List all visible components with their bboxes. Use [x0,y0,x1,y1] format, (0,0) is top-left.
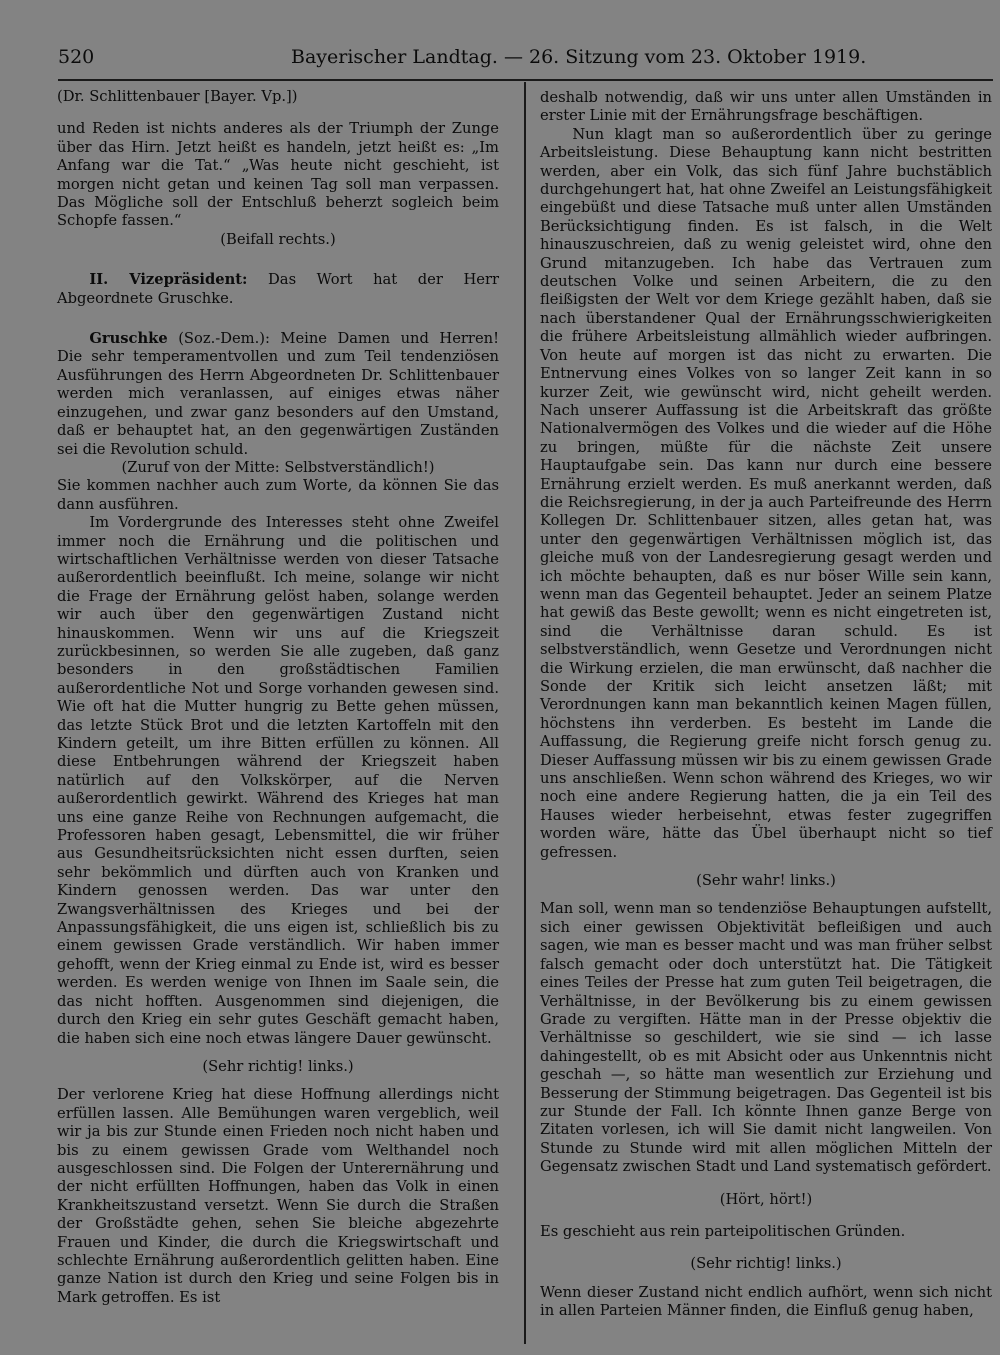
left-column [57,88,499,1307]
paragraph: Wenn dieser Zustand nicht endlich aufhört, wenn sich nicht in allen Parteien Männer finden, die Einfluß genug haben, [540,1283,992,1320]
interjection: (Sehr richtig! links.) [202,1057,354,1075]
speaker-name: II. Vizepräsident: [89,271,248,289]
speaker-name: Gruschke [89,330,168,348]
paragraph: Nun klagt man so außerordentlich über zu geringe Arbeitsleistung. Diese Behauptung kann nicht bestritten werden, aber ein Volk, das sich fünf Jahre buchstäblich durchgehungert hat, hat ohne Zweifel an Leistungsfähigkeit eingebüßt und diese Tatsache muß unter allen Umständen Berücksichtigung finden. Es ist falsch, in die Welt hinauszuschreien, daß zu wenig geleistet wird, ohne den Grund mitanzugeben. Ich habe das Vertrauen zum deutschen Volke und seinen Arbeitern, die zu den fleißigsten der Welt vor dem Kriege gezählt haben, daß sie nach überstandener Qual der Ernährungsschwierigkeiten die frühere Arbeitsleistung allmählich wieder aufbringen. Von heute auf morgen ist das nicht zu erwarten. Die Entnervung eines Volkes von so langer Zeit kann in so kurzer Zeit, wie gewünscht wird, nicht geheilt werden. Nach unserer Auffassung ist die Arbeitskraft das größte Nationalvermögen des Volkes und die wieder auf die Höhe zu bringen, müßte für die nächste Zeit unsere Hauptaufgabe sein. Das kann nur durch eine bessere Ernährung erzielt werden. Es muß anerkannt werden, daß die Reichsregierung, in der ja auch Parteifreunde des Herrn Kollegen Dr. Schlittenbauer sitzen, alles getan hat, was unter den gegenwärtigen Verhältnissen möglich ist, das gleiche muß von der Landesregierung gesagt werden und ich möchte behaupten, daß es nur böser Wille sein kann, wenn man das Gegenteil behauptet. Jeder an seinem Platze hat gewiß das Beste gewollt; wenn es nicht eingetreten ist, sind die Verhältnisse daran schuld. Es ist selbstverständlich, wenn Gesetze und Verordnungen nicht die Wirkung erzielen, die man erwünscht, daß nachher die Sonde der Kritik sich leicht ansetzen läßt; mit Verordnungen kann man bekanntlich keinen Magen füllen, höchstens ihn verderben. Es besteht im Lande die Auffassung, die Regierung greife nicht forsch genug zu. Dieser Auffassung müssen wir bis zu einem gewissen Grade uns anschließen. Wenn schon während des Krieges, wo wir noch eine andere Regierung hatten, die ja ein Teil des Hauses wieder herbeisehnt, etwas fester zugegriffen worden wäre, hätte das Übel überhaupt nicht so tief gefressen. [540,125,992,861]
paragraph: Sie kommen nachher auch zum Worte, da können Sie das dann ausführen. [57,477,499,513]
page-header [58,42,993,72]
paragraph: deshalb notwendig, daß wir uns unter allen Umständen in erster Linie mit der Ernährungsfrage beschäftigen. [540,89,992,125]
speaker-tag: (Dr. Schlittenbauer [Bayer. Vp.]) [57,88,298,105]
page-number: 520 [58,46,95,68]
paragraph: Im Vordergrunde des Interesses steht ohne Zweifel immer noch die Ernährung und die politischen und wirtschaftlichen Verhältnisse werden von dieser Tatsache außerordentlich beeinflußt. Ich meine, solange wir nicht die Frage der Ernährung gelöst haben, solange werden wir auch über den gegenwärtigen Zustand nicht hinauskommen. Wenn wir uns auf die Kriegszeit zurückbesinnen, so werden Sie alle zugeben, daß ganz besonders in den großstädtischen Familien außerordentliche Not und Sorge vorhanden gewesen sind. Wie oft hat die Mutter hungrig zu Bette gehen müssen, das letzte Stück Brot und die letzten Kartoffeln mit den Kindern geteilt, um ihre Bitten erfüllen zu können. All diese Entbehrungen während der Kriegszeit haben natürlich auf den Volkskörper, auf die Nerven außerordentlich gewirkt. Während des Krieges hat man uns eine ganze Reihe von Rechnungen aufgemacht, die Professoren haben gesagt, Lebensmittel, die wir früher aus Gesundheitsrücksichten nicht essen durften, seien sehr bekömmlich und dürften auch von Kranken und Kindern genossen werden. Das war unter den Zwangsverhältnissen des Krieges und bei der Anpassungsfähigkeit, die uns eigen ist, schließlich bis zu einem gewissen Grade verständlich. Wir haben immer gehofft, wenn der Krieg einmal zu Ende ist, wird es besser werden. Es werden wenige von Ihnen im Saale sein, die das nicht hofften. Ausgenommen sind diejenigen, die durch den Krieg ein sehr gutes Geschäft gemacht haben, die haben sich eine noch etwas längere Dauer gewünscht. [57,514,499,1047]
speaker-paragraph [57,271,499,308]
interjection: (Beifall rechts.) [220,230,336,248]
paragraph: Der verlorene Krieg hat diese Hoffnung allerdings nicht erfüllen lassen. Alle Bemühungen waren vergeblich, weil wir ja bis zur Stunde einen Frieden noch nicht haben und bis zu einem gewissen Grade vom Welthandel noch ausgeschlossen sind. Die Folgen der Unterernährung und der nicht erfüllten Hoffnungen, haben das Volk in einen Krankheitszustand versetzt. Wenn Sie durch die Straßen der Großstädte gehen, sehen Sie bleiche abgezehrte Frauen und Kinder, die durch die Kriegswirtschaft und schlechte Ernährung außerordentlich gelitten haben. Eine ganze Nation ist durch den Krieg und seine Folgen bis in Mark getroffen. Es ist [57,1086,499,1306]
column-divider [524,82,526,1344]
speech-text: (Soz.-Dem.): Meine Damen und Herren! Die sehr temperamentvollen und zum Teil tendenziösen Ausführungen des Herrn Abgeordneten Dr. Schlittenbauer werden mich veranlassen, auf einiges etwas näher einzugehen, und zwar ganz besonders auf den Umstand, daß er behauptet hat, an den gegenwärtigen Zuständen sei die Revolution schuld. [57,330,499,458]
interjection: (Hört, hört!) [719,1190,813,1208]
paragraph: Es geschieht aus rein parteipolitischen Gründen. [540,1222,906,1240]
interjection: (Zuruf von der Mitte: Selbstverständlich!) [121,458,435,476]
paragraph: und Reden ist nichts anderes als der Triumph der Zunge über das Hirn. Jetzt heißt es handeln, jetzt heißt es: „Im Anfang war die Tat.“ „Was heute nicht geschieht, ist morgen nicht getan und keinen Tag soll man verpassen. Das Mögliche soll der Entschluß beherzt sogleich beim Schopfe fassen.“ [57,120,499,230]
interjection: (Sehr wahr! links.) [696,872,836,890]
running-title: Bayerischer Landtag. — 26. Sitzung vom 23. Oktober 1919. [291,46,867,68]
header-rule [58,79,993,81]
speaker-paragraph [57,330,499,459]
speech-text: Das Wort hat der Herr Abgeordnete Gruschke. [57,271,499,307]
right-column [540,89,992,1321]
interjection: (Sehr richtig! links.) [690,1255,842,1273]
paragraph: Man soll, wenn man so tendenziöse Behauptungen aufstellt, sich einer gewissen Objektivität befleißigen und auch sagen, wie man es besser macht und was man früher selbst falsch gemacht oder doch unterstützt hat. Die Tätigkeit eines Teiles der Presse hat zum guten Teil beigetragen, die Verhältnisse, in der Bevölkerung bis zu einem gewissen Grade zu vergiften. Hätte man in der Presse objektiv die Verhältnisse so geschildert, wie sie sind — ich lasse dahingestellt, ob es mit Absicht oder aus Unkenntnis nicht geschah —, so hätte man wesentlich zur Erziehung und Besserung der Stimmung beigetragen. Das Gegenteil ist bis zur Stunde der Fall. Ich könnte Ihnen ganze Berge von Zitaten vorlesen, ich will Sie damit nicht langweilen. Von Stunde zu Stunde wird mit allen möglichen Mitteln der Gegensatz zwischen Stadt und Land systematisch gefördert. [540,900,992,1176]
